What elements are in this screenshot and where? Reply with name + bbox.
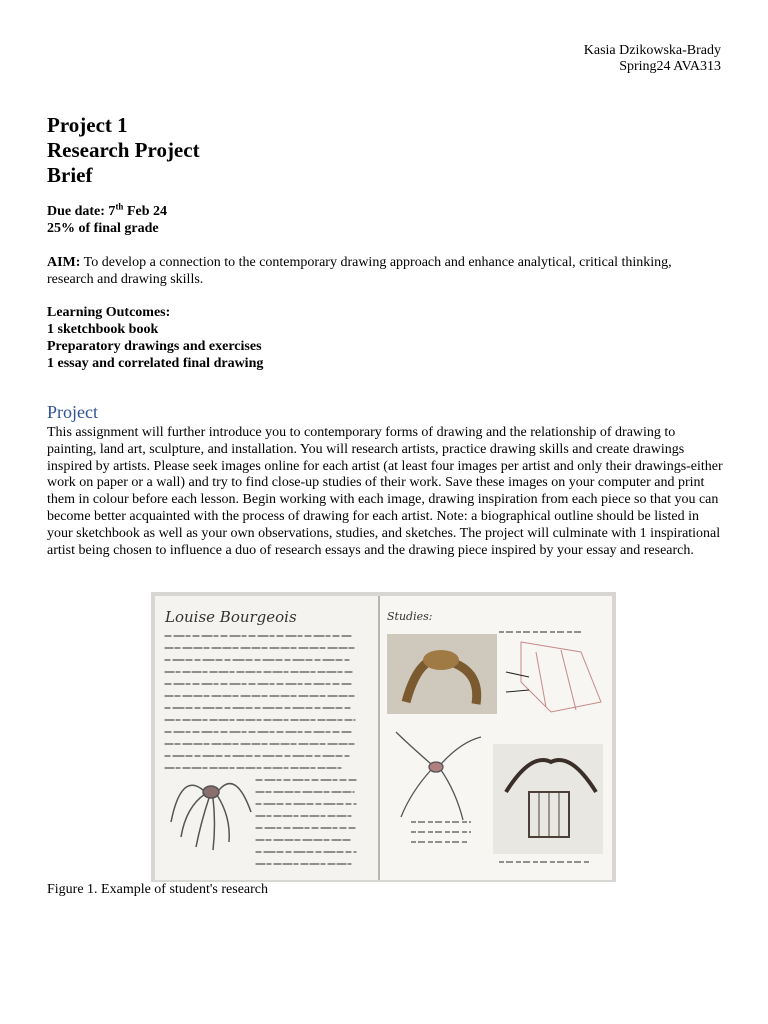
aim-text: To develop a connection to the contemporary drawing approach and enhance analytical, critical thinking, research and drawing skills.	[47, 255, 672, 287]
page-title	[47, 113, 200, 188]
outcome-item: 1 sketchbook book	[47, 322, 159, 337]
left-page	[155, 596, 379, 880]
outcome-item: Preparatory drawings and exercises	[47, 339, 262, 354]
grade-weight: 25% of final grade	[47, 221, 159, 236]
outcomes-heading: Learning Outcomes:	[47, 305, 171, 320]
document-header	[584, 43, 721, 75]
aim-label: AIM:	[47, 255, 81, 270]
outcome-item: 1 essay and correlated final drawing	[47, 356, 264, 371]
sketchbook-photo	[151, 592, 616, 882]
due-info	[47, 203, 167, 237]
sketchbook-illustration	[151, 592, 616, 882]
aim-paragraph	[47, 254, 707, 288]
due-date: Due date: 7th Feb 24	[47, 201, 168, 219]
figure-caption: Figure 1. Example of student's research	[47, 882, 269, 897]
title-line-3: Brief	[47, 163, 93, 187]
project-heading: Project	[47, 402, 98, 422]
author-name: Kasia Dzikowska-Brady	[583, 43, 721, 58]
title-line-1: Project 1	[47, 113, 128, 137]
left-page-title: Louise Bourgeois	[165, 608, 297, 626]
course-code: Spring24 AVA313	[619, 59, 721, 74]
right-page-title: Studies:	[387, 610, 433, 623]
title-line-2: Research Project	[47, 138, 200, 162]
project-body: This assignment will further introduce you to contemporary forms of drawing and the relationship of drawing to painting, land art, sculpture, and installation. You will research artists, practice drawing skills and create drawings inspired by artists. Please seek images online for each artist (at least four images per artist and only their drawings-either work on paper or a wall) and try to find close-up studies of their work. Save these images on your computer and print them in colour before each lesson. Begin working with each image, drawing inspiration from each piece so that you can become better acquainted with the process of drawing for each artist. Note: a biographical outline should be listed in your sketchbook as well as your own observations, studies, and sketches. The project will culminate with 1 inspirational artist being chosen to influence a duo of research essays and the drawing piece inspired by your essay and research.	[47, 425, 723, 558]
learning-outcomes	[47, 304, 263, 372]
